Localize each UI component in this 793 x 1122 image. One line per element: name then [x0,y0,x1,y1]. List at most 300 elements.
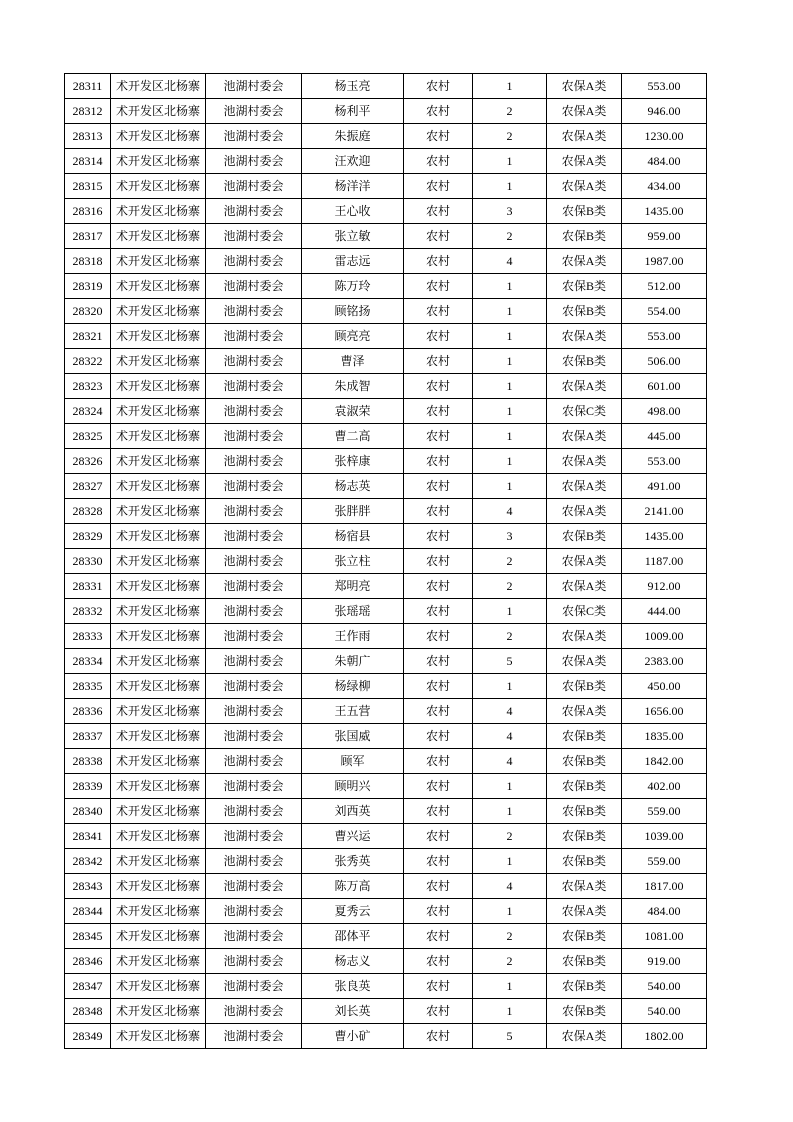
cell-amount: 601.00 [622,374,707,399]
cell-count: 3 [473,524,547,549]
cell-count: 1 [473,299,547,324]
cell-count: 2 [473,549,547,574]
cell-category: 农保A类 [547,899,622,924]
cell-name: 陈万玲 [302,274,404,299]
cell-id: 28328 [65,499,111,524]
cell-category: 农保B类 [547,799,622,824]
cell-amount: 540.00 [622,999,707,1024]
table-row [65,124,707,149]
cell-committee: 池湖村委会 [206,524,302,549]
cell-category: 农保A类 [547,874,622,899]
cell-id: 28346 [65,949,111,974]
cell-category: 农保A类 [547,574,622,599]
cell-count: 2 [473,624,547,649]
cell-residence_type: 农村 [404,624,473,649]
cell-residence_type: 农村 [404,374,473,399]
cell-committee: 池湖村委会 [206,374,302,399]
cell-id: 28315 [65,174,111,199]
cell-committee: 池湖村委会 [206,624,302,649]
cell-category: 农保B类 [547,274,622,299]
table-row [65,99,707,124]
cell-category: 农保A类 [547,249,622,274]
cell-name: 曹兴运 [302,824,404,849]
cell-count: 3 [473,199,547,224]
cell-count: 2 [473,224,547,249]
cell-district: 术开发区北杨寨 [111,174,206,199]
cell-category: 农保A类 [547,74,622,99]
table-row [65,924,707,949]
cell-committee: 池湖村委会 [206,474,302,499]
cell-committee: 池湖村委会 [206,899,302,924]
cell-amount: 1656.00 [622,699,707,724]
cell-name: 郑明亮 [302,574,404,599]
cell-committee: 池湖村委会 [206,974,302,999]
table-row [65,224,707,249]
cell-id: 28343 [65,874,111,899]
table-row [65,974,707,999]
cell-committee: 池湖村委会 [206,574,302,599]
table-row [65,274,707,299]
cell-id: 28337 [65,724,111,749]
cell-count: 5 [473,649,547,674]
cell-district: 术开发区北杨寨 [111,1024,206,1049]
cell-residence_type: 农村 [404,524,473,549]
cell-name: 王心收 [302,199,404,224]
cell-committee: 池湖村委会 [206,224,302,249]
cell-committee: 池湖村委会 [206,124,302,149]
cell-residence_type: 农村 [404,849,473,874]
cell-amount: 498.00 [622,399,707,424]
cell-residence_type: 农村 [404,274,473,299]
cell-residence_type: 农村 [404,99,473,124]
cell-name: 顾明兴 [302,774,404,799]
cell-name: 王五营 [302,699,404,724]
cell-district: 术开发区北杨寨 [111,199,206,224]
cell-amount: 1039.00 [622,824,707,849]
table-row [65,424,707,449]
cell-amount: 1187.00 [622,549,707,574]
cell-amount: 1435.00 [622,524,707,549]
cell-committee: 池湖村委会 [206,424,302,449]
cell-residence_type: 农村 [404,399,473,424]
cell-amount: 512.00 [622,274,707,299]
cell-residence_type: 农村 [404,249,473,274]
cell-id: 28342 [65,849,111,874]
cell-committee: 池湖村委会 [206,724,302,749]
cell-category: 农保B类 [547,674,622,699]
cell-amount: 912.00 [622,574,707,599]
cell-amount: 506.00 [622,349,707,374]
cell-residence_type: 农村 [404,999,473,1024]
table-body [65,74,707,1049]
cell-id: 28334 [65,649,111,674]
cell-committee: 池湖村委会 [206,149,302,174]
cell-count: 4 [473,699,547,724]
cell-name: 顾亮亮 [302,324,404,349]
cell-count: 4 [473,249,547,274]
cell-name: 雷志远 [302,249,404,274]
cell-amount: 484.00 [622,899,707,924]
cell-committee: 池湖村委会 [206,1024,302,1049]
cell-district: 术开发区北杨寨 [111,424,206,449]
cell-committee: 池湖村委会 [206,299,302,324]
cell-amount: 444.00 [622,599,707,624]
cell-count: 1 [473,274,547,299]
cell-district: 术开发区北杨寨 [111,74,206,99]
cell-residence_type: 农村 [404,124,473,149]
cell-committee: 池湖村委会 [206,399,302,424]
cell-district: 术开发区北杨寨 [111,374,206,399]
cell-category: 农保B类 [547,774,622,799]
cell-count: 1 [473,324,547,349]
cell-name: 曹泽 [302,349,404,374]
cell-name: 刘西英 [302,799,404,824]
cell-amount: 491.00 [622,474,707,499]
cell-category: 农保A类 [547,149,622,174]
cell-count: 1 [473,449,547,474]
table-row [65,824,707,849]
cell-committee: 池湖村委会 [206,699,302,724]
cell-category: 农保A类 [547,699,622,724]
cell-count: 5 [473,1024,547,1049]
cell-category: 农保A类 [547,374,622,399]
cell-residence_type: 农村 [404,1024,473,1049]
table-row [65,774,707,799]
cell-amount: 445.00 [622,424,707,449]
cell-district: 术开发区北杨寨 [111,749,206,774]
table-row [65,624,707,649]
cell-district: 术开发区北杨寨 [111,449,206,474]
cell-name: 张立敏 [302,224,404,249]
cell-residence_type: 农村 [404,149,473,174]
cell-committee: 池湖村委会 [206,199,302,224]
cell-id: 28340 [65,799,111,824]
cell-committee: 池湖村委会 [206,874,302,899]
table-row [65,74,707,99]
cell-count: 2 [473,824,547,849]
cell-count: 1 [473,399,547,424]
cell-name: 杨志英 [302,474,404,499]
cell-committee: 池湖村委会 [206,824,302,849]
cell-amount: 484.00 [622,149,707,174]
cell-committee: 池湖村委会 [206,249,302,274]
cell-count: 4 [473,874,547,899]
cell-count: 1 [473,474,547,499]
cell-id: 28312 [65,99,111,124]
cell-amount: 553.00 [622,449,707,474]
cell-committee: 池湖村委会 [206,649,302,674]
cell-residence_type: 农村 [404,299,473,324]
cell-category: 农保A类 [547,174,622,199]
cell-category: 农保B类 [547,224,622,249]
cell-id: 28333 [65,624,111,649]
table-row [65,199,707,224]
cell-count: 1 [473,674,547,699]
cell-id: 28325 [65,424,111,449]
cell-amount: 1842.00 [622,749,707,774]
cell-id: 28349 [65,1024,111,1049]
cell-category: 农保B类 [547,749,622,774]
cell-id: 28319 [65,274,111,299]
cell-district: 术开发区北杨寨 [111,824,206,849]
cell-district: 术开发区北杨寨 [111,549,206,574]
cell-residence_type: 农村 [404,549,473,574]
cell-amount: 1230.00 [622,124,707,149]
cell-district: 术开发区北杨寨 [111,849,206,874]
cell-residence_type: 农村 [404,924,473,949]
cell-district: 术开发区北杨寨 [111,274,206,299]
cell-residence_type: 农村 [404,424,473,449]
cell-count: 4 [473,499,547,524]
cell-committee: 池湖村委会 [206,799,302,824]
cell-district: 术开发区北杨寨 [111,324,206,349]
cell-district: 术开发区北杨寨 [111,149,206,174]
cell-name: 邵体平 [302,924,404,949]
cell-name: 张秀英 [302,849,404,874]
cell-name: 杨绿柳 [302,674,404,699]
table-row [65,374,707,399]
cell-committee: 池湖村委会 [206,324,302,349]
cell-district: 术开发区北杨寨 [111,874,206,899]
table-row [65,724,707,749]
cell-committee: 池湖村委会 [206,99,302,124]
cell-category: 农保A类 [547,474,622,499]
table-row [65,299,707,324]
cell-committee: 池湖村委会 [206,999,302,1024]
cell-id: 28329 [65,524,111,549]
cell-amount: 554.00 [622,299,707,324]
cell-residence_type: 农村 [404,474,473,499]
table-row [65,249,707,274]
cell-district: 术开发区北杨寨 [111,599,206,624]
cell-district: 术开发区北杨寨 [111,249,206,274]
cell-residence_type: 农村 [404,74,473,99]
cell-name: 袁淑荣 [302,399,404,424]
cell-residence_type: 农村 [404,349,473,374]
cell-category: 农保B类 [547,349,622,374]
cell-count: 2 [473,124,547,149]
cell-id: 28313 [65,124,111,149]
table-row [65,899,707,924]
cell-count: 2 [473,924,547,949]
cell-id: 28314 [65,149,111,174]
cell-name: 朱振庭 [302,124,404,149]
cell-residence_type: 农村 [404,824,473,849]
cell-category: 农保A类 [547,124,622,149]
cell-name: 杨志义 [302,949,404,974]
cell-id: 28331 [65,574,111,599]
cell-district: 术开发区北杨寨 [111,774,206,799]
cell-residence_type: 农村 [404,899,473,924]
table-row [65,474,707,499]
cell-name: 顾军 [302,749,404,774]
table-row [65,749,707,774]
table-row [65,599,707,624]
cell-id: 28327 [65,474,111,499]
cell-category: 农保A类 [547,499,622,524]
cell-amount: 1835.00 [622,724,707,749]
cell-count: 1 [473,349,547,374]
cell-category: 农保A类 [547,449,622,474]
cell-id: 28341 [65,824,111,849]
table-row [65,174,707,199]
table-row [65,324,707,349]
cell-committee: 池湖村委会 [206,599,302,624]
cell-id: 28339 [65,774,111,799]
table-row [65,649,707,674]
cell-amount: 919.00 [622,949,707,974]
cell-amount: 1817.00 [622,874,707,899]
cell-name: 曹二高 [302,424,404,449]
cell-amount: 1987.00 [622,249,707,274]
cell-residence_type: 农村 [404,799,473,824]
cell-id: 28326 [65,449,111,474]
cell-district: 术开发区北杨寨 [111,799,206,824]
cell-residence_type: 农村 [404,224,473,249]
cell-count: 4 [473,724,547,749]
cell-category: 农保A类 [547,649,622,674]
cell-residence_type: 农村 [404,324,473,349]
cell-name: 杨玉亮 [302,74,404,99]
cell-name: 顾铭扬 [302,299,404,324]
cell-count: 1 [473,799,547,824]
cell-residence_type: 农村 [404,874,473,899]
table-row [65,149,707,174]
cell-category: 农保A类 [547,549,622,574]
cell-district: 术开发区北杨寨 [111,499,206,524]
cell-id: 28332 [65,599,111,624]
cell-id: 28338 [65,749,111,774]
cell-name: 夏秀云 [302,899,404,924]
cell-name: 朱朝广 [302,649,404,674]
table-row [65,999,707,1024]
cell-committee: 池湖村委会 [206,924,302,949]
cell-amount: 1081.00 [622,924,707,949]
cell-residence_type: 农村 [404,574,473,599]
cell-committee: 池湖村委会 [206,174,302,199]
cell-count: 1 [473,599,547,624]
cell-id: 28317 [65,224,111,249]
cell-district: 术开发区北杨寨 [111,124,206,149]
table-row [65,574,707,599]
cell-residence_type: 农村 [404,949,473,974]
cell-district: 术开发区北杨寨 [111,724,206,749]
cell-name: 张胖胖 [302,499,404,524]
table-row [65,849,707,874]
cell-committee: 池湖村委会 [206,274,302,299]
cell-committee: 池湖村委会 [206,674,302,699]
cell-district: 术开发区北杨寨 [111,624,206,649]
cell-committee: 池湖村委会 [206,949,302,974]
cell-category: 农保C类 [547,599,622,624]
cell-count: 1 [473,424,547,449]
cell-id: 28323 [65,374,111,399]
cell-id: 28320 [65,299,111,324]
table-row [65,349,707,374]
cell-category: 农保B类 [547,524,622,549]
cell-residence_type: 农村 [404,649,473,674]
cell-district: 术开发区北杨寨 [111,649,206,674]
cell-id: 28336 [65,699,111,724]
cell-count: 1 [473,974,547,999]
cell-count: 1 [473,899,547,924]
table-row [65,549,707,574]
cell-residence_type: 农村 [404,499,473,524]
cell-category: 农保A类 [547,324,622,349]
cell-name: 陈万高 [302,874,404,899]
cell-district: 术开发区北杨寨 [111,574,206,599]
cell-count: 2 [473,574,547,599]
cell-district: 术开发区北杨寨 [111,949,206,974]
cell-committee: 池湖村委会 [206,774,302,799]
cell-amount: 1009.00 [622,624,707,649]
cell-amount: 2383.00 [622,649,707,674]
cell-committee: 池湖村委会 [206,449,302,474]
cell-amount: 553.00 [622,324,707,349]
cell-residence_type: 农村 [404,599,473,624]
cell-count: 1 [473,174,547,199]
table-row [65,524,707,549]
cell-category: 农保B类 [547,824,622,849]
cell-category: 农保B类 [547,724,622,749]
cell-count: 1 [473,74,547,99]
cell-name: 王作雨 [302,624,404,649]
cell-name: 杨洋洋 [302,174,404,199]
cell-name: 张立柱 [302,549,404,574]
cell-name: 曹小矿 [302,1024,404,1049]
cell-district: 术开发区北杨寨 [111,674,206,699]
cell-category: 农保B类 [547,299,622,324]
cell-name: 张国威 [302,724,404,749]
table-row [65,399,707,424]
table-row [65,499,707,524]
cell-residence_type: 农村 [404,699,473,724]
cell-amount: 540.00 [622,974,707,999]
table-row [65,674,707,699]
cell-amount: 553.00 [622,74,707,99]
cell-name: 朱成智 [302,374,404,399]
cell-district: 术开发区北杨寨 [111,699,206,724]
table-row [65,699,707,724]
cell-id: 28330 [65,549,111,574]
table-row [65,1024,707,1049]
cell-name: 张瑶瑶 [302,599,404,624]
cell-name: 刘长英 [302,999,404,1024]
cell-category: 农保A类 [547,99,622,124]
cell-amount: 434.00 [622,174,707,199]
cell-amount: 946.00 [622,99,707,124]
table-row [65,874,707,899]
cell-amount: 1435.00 [622,199,707,224]
cell-category: 农保C类 [547,399,622,424]
cell-name: 杨宿县 [302,524,404,549]
cell-residence_type: 农村 [404,749,473,774]
cell-category: 农保B类 [547,849,622,874]
cell-amount: 2141.00 [622,499,707,524]
cell-category: 农保B类 [547,949,622,974]
cell-residence_type: 农村 [404,449,473,474]
cell-district: 术开发区北杨寨 [111,924,206,949]
cell-residence_type: 农村 [404,974,473,999]
cell-name: 张良英 [302,974,404,999]
cell-committee: 池湖村委会 [206,74,302,99]
cell-district: 术开发区北杨寨 [111,974,206,999]
cell-district: 术开发区北杨寨 [111,224,206,249]
cell-residence_type: 农村 [404,674,473,699]
cell-amount: 559.00 [622,799,707,824]
cell-id: 28316 [65,199,111,224]
cell-district: 术开发区北杨寨 [111,999,206,1024]
